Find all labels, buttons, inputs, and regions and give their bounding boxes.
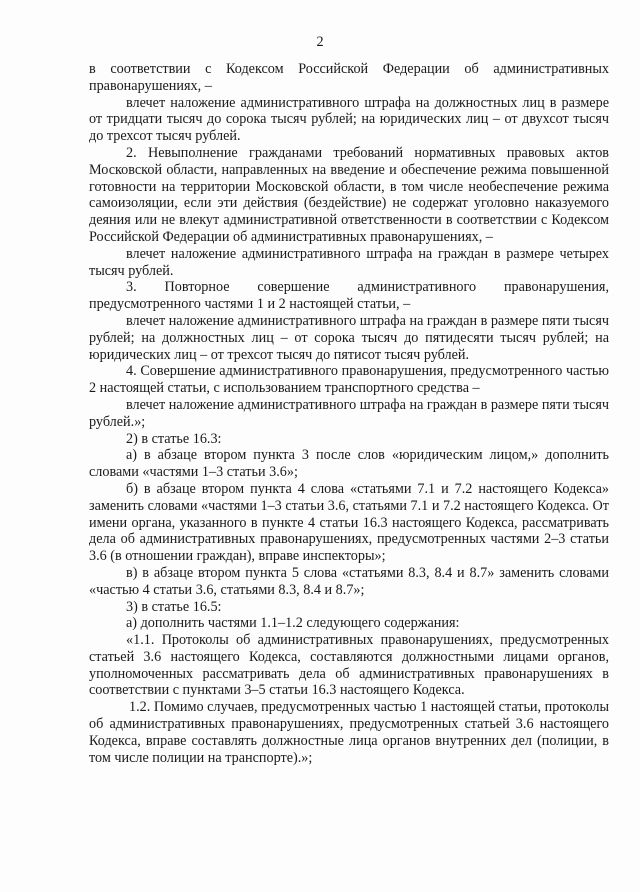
- paragraph: 3. Повторное совершение административного правонарушения, предусмотренного частями 1 и 2 настоящей статьи, –: [89, 279, 609, 313]
- paragraph: 4. Совершение административного правонарушения, предусмотренного частью 2 настоящей статьи, с использованием транспортного средства –: [89, 363, 609, 397]
- paragraph: 2. Невыполнение гражданами требований нормативных правовых актов Московской области, направленных на введение и обеспечение режима повышенной готовности на территории Московской области, в том числе необеспечение режима самоизоляции, если эти действия (бездействие) не содержат уголовно наказуемого деяния или не влекут административной ответственности в соответствии с Кодексом Российской Федерации об административных правонарушениях, –: [89, 144, 609, 245]
- paragraph: а) в абзаце втором пункта 3 после слов «юридическим лицом,» дополнить словами «частями 1–3 статьи 3.6»;: [89, 447, 609, 481]
- paragraph: б) в абзаце втором пункта 4 слова «статьями 7.1 и 7.2 настоящего Кодекса» заменить словами «частями 1–3 статьи 3.6, статьями 7.1 и 7.2 настоящего Кодекса. От имени органа, указанного в пункте 4 статьи 16.3 настоящего Кодекса, рассматривать дела об административных правонарушениях, предусмотренных частями 2–3 статьи 3.6 (в отношении граждан), вправе инспекторы»;: [89, 480, 609, 565]
- paragraph: 2) в статье 16.3:: [126, 430, 222, 447]
- paragraph: а) дополнить частями 1.1–1.2 следующего содержания:: [126, 615, 460, 632]
- document-body: [89, 61, 609, 766]
- paragraph: в соответствии с Кодексом Российской Федерации об административных правонарушениях, –: [89, 61, 609, 94]
- paragraph: влечет наложение административного штрафа на должностных лиц в размере от тридцати тысяч до сорока тысяч рублей; на юридических лиц – от двухсот тысяч до трехсот тысяч рублей.: [89, 94, 609, 145]
- paragraph: влечет наложение административного штрафа на граждан в размере четырех тысяч рублей.: [89, 245, 609, 279]
- paragraph: «1.1. Протоколы об административных правонарушениях, предусмотренных статьей 3.6 настоящего Кодекса, составляются должностными лицами органов, уполномоченных рассматривать дела об административных правонарушениях в соответствии с пунктами 3–5 статьи 16.3 настоящего Кодекса.: [89, 632, 609, 699]
- paragraph: 1.2. Помимо случаев, предусмотренных частью 1 настоящей статьи, протоколы об административных правонарушениях, предусмотренных статьей 3.6 настоящего Кодекса, вправе составлять должностные лица органов внутренних дел (полиции, в том числе полиции на транспорте).»;: [89, 699, 609, 766]
- paragraph: в) в абзаце втором пункта 5 слова «статьями 8.3, 8.4 и 8.7» заменить словами «частью 4 статьи 3.6, статьями 8.3, 8.4 и 8.7»;: [89, 564, 609, 598]
- page-number: 2: [316, 34, 324, 50]
- paragraph: влечет наложение административного штрафа на граждан в размере пяти тысяч рублей.»;: [89, 396, 609, 430]
- paragraph: 3) в статье 16.5:: [126, 598, 222, 615]
- paragraph: влечет наложение административного штрафа на граждан в размере пяти тысяч рублей; на должностных лиц – от сорока тысяч до пятидесяти тысяч рублей; на юридических лиц – от трехсот тысяч до пятисот тысяч рублей.: [89, 312, 609, 363]
